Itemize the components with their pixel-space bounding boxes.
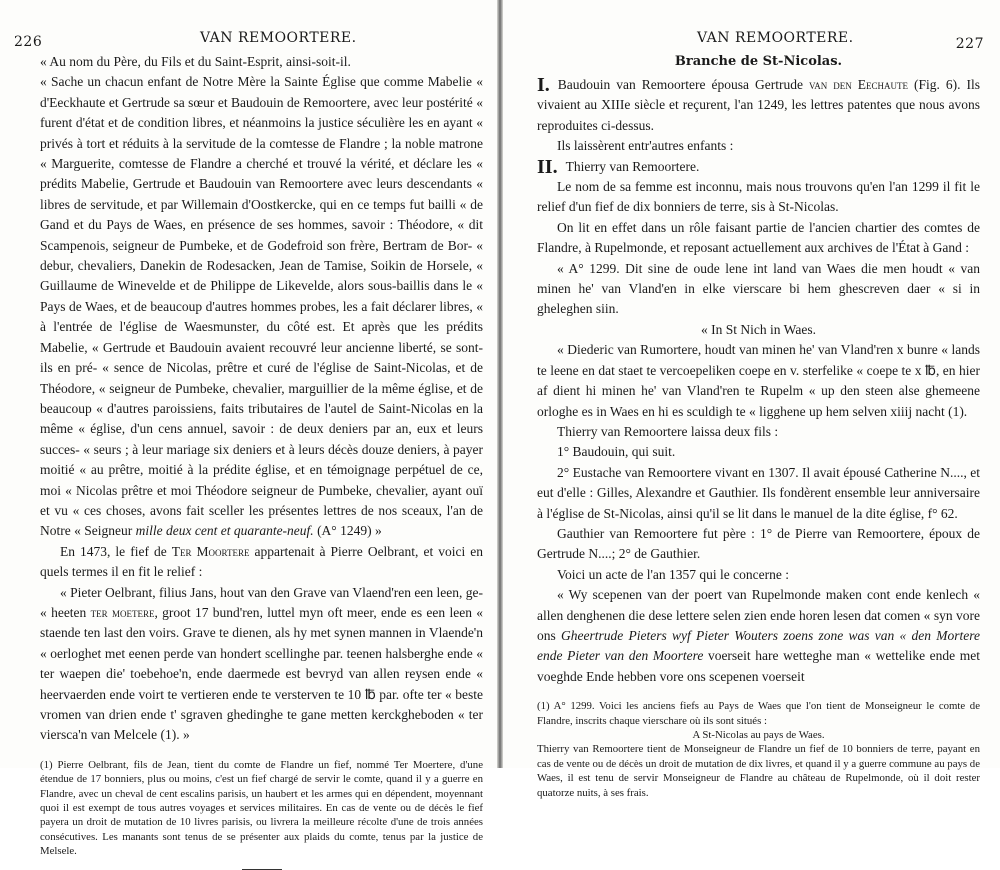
fief-name: Ter Moortere xyxy=(171,543,250,559)
fief-paragraph xyxy=(40,542,483,583)
paragraph-sons: Thierry van Remoortere laissa deux fils : xyxy=(557,423,779,439)
left-page xyxy=(0,0,497,858)
relief-quote xyxy=(40,583,483,746)
relief-quote-b: , groot 17 bund'ren, luttel myn oft meer, ende es een leen « staende ten last den voirs. Grave te dienen, als hy met synen mannen in Vlaende'n « oerloghet met eenen perde van hondert scellinghe par. teenen halsberghe ende « ter waepen die' toebehoe'n, ende daermede est bevryd van allen reysen ende « heervaerden ende voirt te vertieren ende te versterven te 10 xyxy=(40,604,484,702)
right-running-head xyxy=(537,30,984,52)
generation-1-text-b: (Fig. 6). Ils vivaient au XIIIe siècle et reçurent, l'an 1249, les lettres patentes que nous avons reproduites ci-dessus. xyxy=(537,77,981,133)
charter-paragraph xyxy=(40,72,483,541)
paragraph-son-1: 1° Baudouin, qui suit. xyxy=(557,444,676,460)
right-running-title: VAN REMOORTERE. xyxy=(697,30,854,46)
right-footnote-1: (1) A° 1299. Voici les anciens fiefs au Pays de Waes que l'on tient de Monseigneur le comte de Flandre, inscrits chaque vierschare où ils sont situés : xyxy=(537,700,980,727)
right-footnote xyxy=(537,699,980,800)
generation-1-spouse: van den Eechaute xyxy=(808,77,909,92)
quote-1357 xyxy=(537,585,980,687)
charter-text: « Sache un chacun enfant de Notre Mère la Sainte Église que comme Mabelie « d'Eeckhaute et Gertrude sa sœur et Baudouin de Remoortere, avec leur postérité « furent d'état et de condition libres, et néanmoins la justice séculière les en ayant « privés à tort et réduits à la servitude de la comtesse de Flandre ; la noble matrone « Marguerite, comtesse de Flandre a cherché et trouvé la vérité, et déclare les « prédits Mabelie, Gertrude et Baudouin van Remoortere avec leurs descendants « libres de servitude, et par Willemain d'Oostkercke, qui en ce temps fut bailli « de Gand et du Pays de Waes, en présence de ses hommes, savoir : Théodore, « dit Scampenois, seigneur de Pumbeke, et de Godefroid son frère, Bertram de Bor- « debur, chevaliers, Danekin de Rodesacken, Jean de Tamise, Soikin de Horsele, « Guillaume de Winevelde et de Philippe de Likevelde, alors sous-baillis dans le « Pays de Waes, et de beaucoup d'autres hommes probes, les a fait déclarer libres, « à l'entrée de l'église de Waesmunster, du côté est. Et après que les prédits Mabelie, « Gertrude et Baudouin avaient recouvré leur ancienne liberté, se sont-ils en pré- « sence de Nicolas, prêtre et curé de l'église de Saint-Nicolas, et de Théodore, « seigneur de Pumbeke, chevalier, marguillier de la même église, et de beaucoup « d'autres paroissiens, faits tributaires de l'autel de Saint-Nicolas en la même « église, d'un cens annuel, savoir : de deux deniers par an, eux et leurs succes- « seurs ; à leur mariage six deniers et à leurs décès douze deniers, à payer moitié « au prêtre, moitié à la prédite église, et en témoignage perpétuel de ce, moi « Nicolas prêtre et moi Théodore seigneur de Pumbeke, chevalier, ayant ouï et vu « ces choses, avons fait sceller les présentes lettres de nos sceaux, l'an de Notre « Seigneur xyxy=(40,74,483,539)
close-quote: » xyxy=(183,727,190,743)
fief-intro: En 1473, le fief de xyxy=(60,543,167,559)
generation-2-name: Thierry van Remoortere. xyxy=(565,158,700,174)
generation-1-children: Ils laissèrent entr'autres enfants : xyxy=(557,138,734,154)
generation-2 xyxy=(537,157,980,177)
left-footnote-text: (1) Pierre Oelbrant, fils de Jean, tient du comte de Flandre un fief, nommé Ter Moertere, d'une étendue de 17 bonniers, plus ou moins, c'est un fief chargé de servir le comte, quand il y a guerre en Flandre, avec un cheval de cent escalins parisis, un haubert et les armes qui en dépendent, moyennant quoi il est exempt de tous autres voyages et services militaires. En cas de vente ou de décès le fief payera un droit de mutation de 10 livres parisis, ou livrera la meilleure récolte d'une de trois années consécutives. Les manants sont tenus de se présenter aux plaids du comte, tenus par la justice de Melsele. xyxy=(40,758,483,858)
quote-1299: « A° 1299. Dit sine de oude lene int land van Waes die men houdt « van minen he' van Vland'en in elke vierscare bi hem ghescreven daer « si in gheleghen siin. xyxy=(537,260,980,317)
quote-1357-a: « Wy scepenen van der poert van Rupelmonde maken cont ende kenlech « allen denghenen die dese lettere selen zien ende horen lesen dat comen « syn vore ons xyxy=(537,587,980,643)
right-footnote-2: Thierry van Remoortere tient de Monseigneur de Flandre un fief de 10 bonniers de terre, payant en cas de vente ou de décès un droit de mutation de dix livres, et quand il y a guerre commune au pays de Waes, il est tenu de servir Monseigneur de Flandre au château de Rupelmonde, où il doit rester quatorze nuits, à ses frais. xyxy=(537,743,980,799)
footnote-marker: (1). xyxy=(160,727,180,743)
left-running-title: VAN REMOORTERE. xyxy=(200,30,357,46)
relief-quote-c: par. ofte ter « beste vromen van drien ende t' sgraven ghedinghe te gane metten kerckgheboden « ter vierscа'n van Melcele xyxy=(40,686,484,743)
right-footnote-center: A St-Nicolas au pays de Waes. xyxy=(692,729,825,741)
left-page-number: 226 xyxy=(14,34,43,50)
left-footnote xyxy=(40,758,483,859)
generation-1-text-a: Baudouin van Remoortere épousa Gertrude xyxy=(557,77,803,92)
quote-st-nich: « In St Nich in Waes. xyxy=(701,321,816,337)
left-body-text xyxy=(40,52,483,746)
quote-diederic: « Diederic van Rumortere, houdt van minen he' van Vland'ren x bunre « lands te leene en dat staet te vercoepeliken coepe en v. sterfelike « coepe te x ℔, en hier af dient hi minen he' van Vland'ren te Rupelm « up den steen alse ghemeene orloghe es in Waes en hi es sculdigh te « ligghene up hem selven xiiij nacht (1). xyxy=(537,342,980,419)
relief-quote-a: « Pieter Oelbrant, filius Jans, hout van den Grave van Vlaend'ren een leen, ge- « heeten xyxy=(40,584,483,620)
generation-2-number: II. xyxy=(537,155,558,178)
charter-date-roman: (A° 1249) » xyxy=(317,523,382,539)
paragraph-son-2: 2° Eustache van Remoortere vivant en 1307. Il avait épousé Catherine N...., et eut d'elle : Gilles, Alexandre et Gauthier. Ils fondèrent ensemble leur anniversaire à l'église de St-Nicolas, ainsi qu'il se lit dans le manuel de la dite église, f° 62. xyxy=(537,464,980,521)
paragraph-wife: Le nom de sa femme est inconnu, mais nous trouvons qu'en l'an 1299 il fit le relief d'un fief de dix bonniers de terre, sis à St-Nicolas. xyxy=(537,179,980,215)
currency-symbol: ℔ xyxy=(364,686,376,702)
paragraph-chartier: On lit en effet dans un rôle faisant partie de l'ancien chartier des comtes de Flandre, à Rupelmonde, et reposant actuellement aux archives de l'État à Gand : xyxy=(537,219,980,256)
right-page-number: 227 xyxy=(955,36,984,52)
left-running-head xyxy=(14,30,483,52)
section-title: Branche de St-Nicolas. xyxy=(674,54,843,69)
paragraph-acte-1357: Voici un acte de l'an 1357 qui le concerne : xyxy=(557,566,789,582)
right-page xyxy=(503,0,1000,799)
generation-1-number: I. xyxy=(537,74,550,96)
generation-1 xyxy=(537,75,980,136)
fief-name-2: ter moetere xyxy=(90,604,155,620)
charter-date-italic: mille deux cent et quarante-neuf. xyxy=(135,523,314,539)
fief-owner: appartenait à Pierre Oelbrant, et voici en quels termes il en fit le relief : xyxy=(40,543,483,580)
right-body-text xyxy=(537,75,980,687)
paragraph-gauthier: Gauthier van Remoortere fut père : 1° de Pierre van Remoortere, époux de Gertrude N....; 2° de Gauthier. xyxy=(537,525,980,562)
invocation-line: « Au nom du Père, du Fils et du Saint-Esprit, ainsi-soit-il. xyxy=(40,54,351,69)
quote-1357-italic: Gheertrude Pieters wyf Pieter Wouters zoens zone was van « den Mortere ende Pieter van den Moortere xyxy=(537,627,981,664)
quote-1357-b: voerseit hare wetteghe man « wettelike ende met voeghde Ende hebben vore ons scepenen voerseit xyxy=(537,648,981,684)
